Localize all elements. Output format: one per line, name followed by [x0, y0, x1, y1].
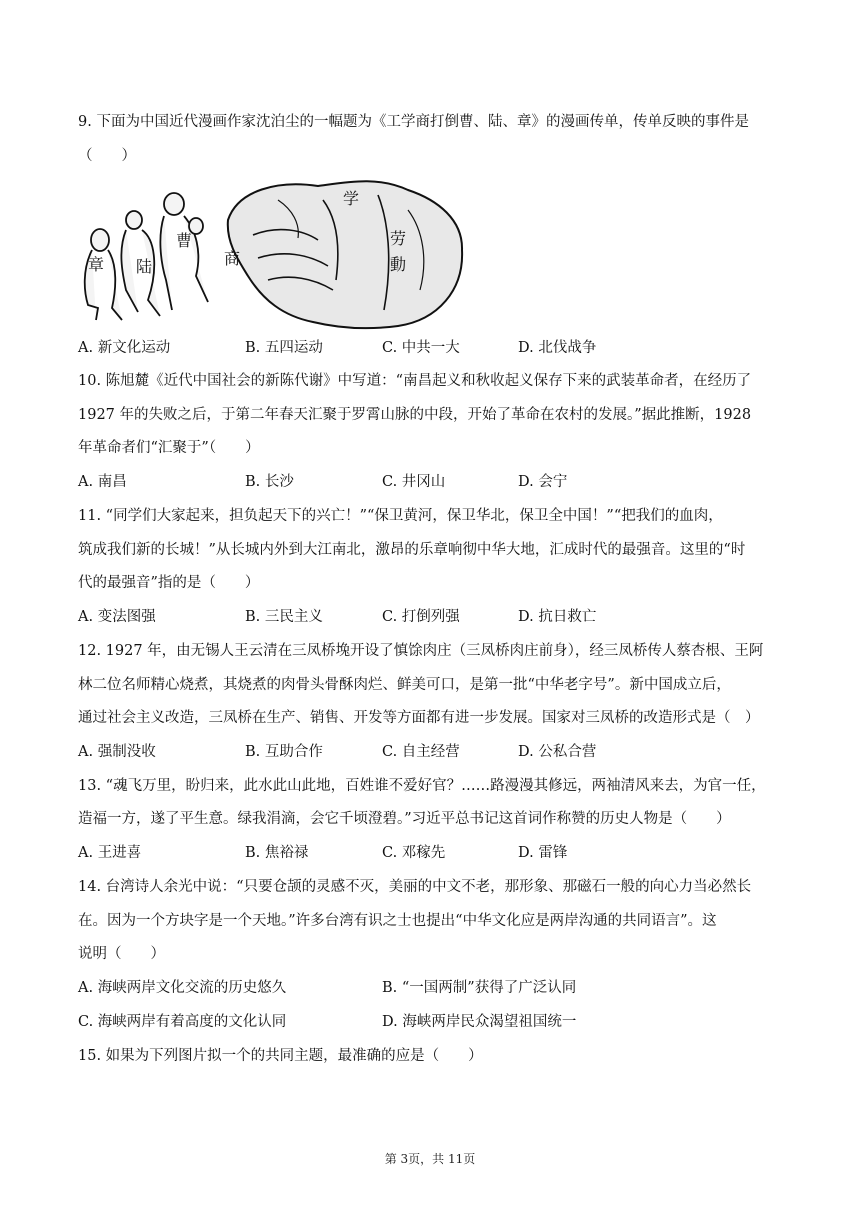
q10-option-a[interactable]: A. 南昌 [78, 474, 127, 490]
q12-stem-line1: 12. 1927 年，由无锡人王云清在三凤桥堍开设了慎馀肉庄（三凤桥肉庄前身），经三凤桥传人蔡杏根、王阿 [78, 643, 764, 659]
q12-option-c[interactable]: C. 自主经营 [382, 744, 460, 760]
q9-option-a[interactable]: A. 新文化运动 [78, 340, 171, 356]
q11-option-c[interactable]: C. 打倒列强 [382, 609, 460, 625]
q14-option-b[interactable]: B. “一国两制”获得了广泛认同 [382, 980, 577, 996]
q14-option-a[interactable]: A. 海峡两岸文化交流的历史悠久 [78, 980, 287, 996]
q14-stem-line2: 在。因为一个方块字是一个天地。”许多台湾有识之士也提出“中华文化应是两岸沟通的共同语言”。这 [78, 913, 717, 929]
q10-option-b[interactable]: B. 长沙 [245, 474, 294, 490]
cartoon-label-xue: 学 [343, 189, 360, 208]
q9-stem-line2: （ ） [78, 148, 136, 164]
q15-stem-line1: 15. 如果为下列图片拟一个的共同主题，最准确的应是（ ） [78, 1048, 483, 1064]
q14-option-c[interactable]: C. 海峡两岸有着高度的文化认同 [78, 1014, 287, 1030]
page-footer: 第 3页，共 11页 [384, 1152, 476, 1166]
q11-stem-line2: 筑成我们新的长城！”从长城内外到大江南北，激昂的乐章响彻中华大地，汇成时代的最强音。这里的“时 [78, 542, 746, 558]
q14-stem-line1: 14. 台湾诗人余光中说：“只要仓颉的灵感不灭，美丽的中文不老，那形象、那磁石一般的向心力当必然长 [78, 879, 752, 895]
q11-option-b[interactable]: B. 三民主义 [245, 609, 323, 625]
q13-option-a[interactable]: A. 王进喜 [78, 845, 142, 861]
q13-option-c[interactable]: C. 邓稼先 [382, 845, 446, 861]
q12-option-d[interactable]: D. 公私合营 [518, 744, 597, 760]
q12-stem-line2: 林二位名师精心烧煮，其烧煮的肉骨头骨酥肉烂、鲜美可口，是第一批“中华老字号”。新中国成立后， [78, 677, 731, 693]
q11-option-a[interactable]: A. 变法图强 [78, 609, 156, 625]
q10-option-d[interactable]: D. 会宁 [518, 474, 568, 490]
q9-option-b[interactable]: B. 五四运动 [245, 340, 323, 356]
q13-stem-line2: 造福一方，遂了平生意。绿我涓滴，会它千顷澄碧。”习近平总书记这首词作称赞的历史人物是（ ） [78, 811, 731, 827]
q14-option-d[interactable]: D. 海峡两岸民众渴望祖国统一 [382, 1014, 577, 1030]
q10-option-c[interactable]: C. 井冈山 [382, 474, 446, 490]
cartoon-label-zhang: 章 [88, 255, 105, 274]
q11-stem-line1: 11. “同学们大家起来，担负起天下的兴亡！”“保卫黄河，保卫华北，保卫全中国！”“把我们的血肉， [78, 508, 723, 524]
q13-option-b[interactable]: B. 焦裕禄 [245, 845, 309, 861]
q9-option-c[interactable]: C. 中共一大 [382, 340, 460, 356]
q10-stem-line3: 年革命者们“汇聚于”（ ） [78, 440, 260, 456]
cartoon-label-dong: 動 [390, 255, 407, 274]
q12-option-a[interactable]: A. 强制没收 [78, 744, 156, 760]
cartoon-label-cao: 曹 [176, 231, 193, 250]
cartoon-label-lao: 劳 [390, 229, 407, 248]
q13-option-d[interactable]: D. 雷锋 [518, 845, 568, 861]
q9-cartoon-image [78, 180, 464, 330]
q11-stem-line3: 代的最强音”指的是（ ） [78, 575, 260, 591]
q12-option-b[interactable]: B. 互助合作 [245, 744, 323, 760]
q9-option-d[interactable]: D. 北伐战争 [518, 340, 597, 356]
q12-stem-line3: 通过社会主义改造，三凤桥在生产、销售、开发等方面都有进一步发展。国家对三凤桥的改造形式是（ ） [78, 710, 760, 726]
q14-stem-line3: 说明（ ） [78, 946, 165, 962]
q10-stem-line2: 1927 年的失败之后，于第二年春天汇聚于罗霄山脉的中段，开始了革命在农村的发展。”据此推断，1928 [78, 407, 752, 423]
q11-option-d[interactable]: D. 抗日救亡 [518, 609, 597, 625]
q9-stem-line1: 9. 下面为中国近代漫画作家沈泊尘的一幅题为《工学商打倒曹、陆、章》的漫画传单，传单反映的事件是 [78, 114, 749, 130]
q10-stem-line1: 10. 陈旭麓《近代中国社会的新陈代谢》中写道：“南昌起义和秋收起义保存下来的武装革命者，在经历了 [78, 373, 752, 389]
cartoon-label-lu: 陆 [136, 257, 153, 276]
cartoon-label-shang: 商 [224, 249, 241, 268]
q13-stem-line1: 13. “魂飞万里，盼归来，此水此山此地，百姓谁不爱好官？……路漫漫其修远，两袖清风来去，为官一任， [78, 778, 766, 794]
